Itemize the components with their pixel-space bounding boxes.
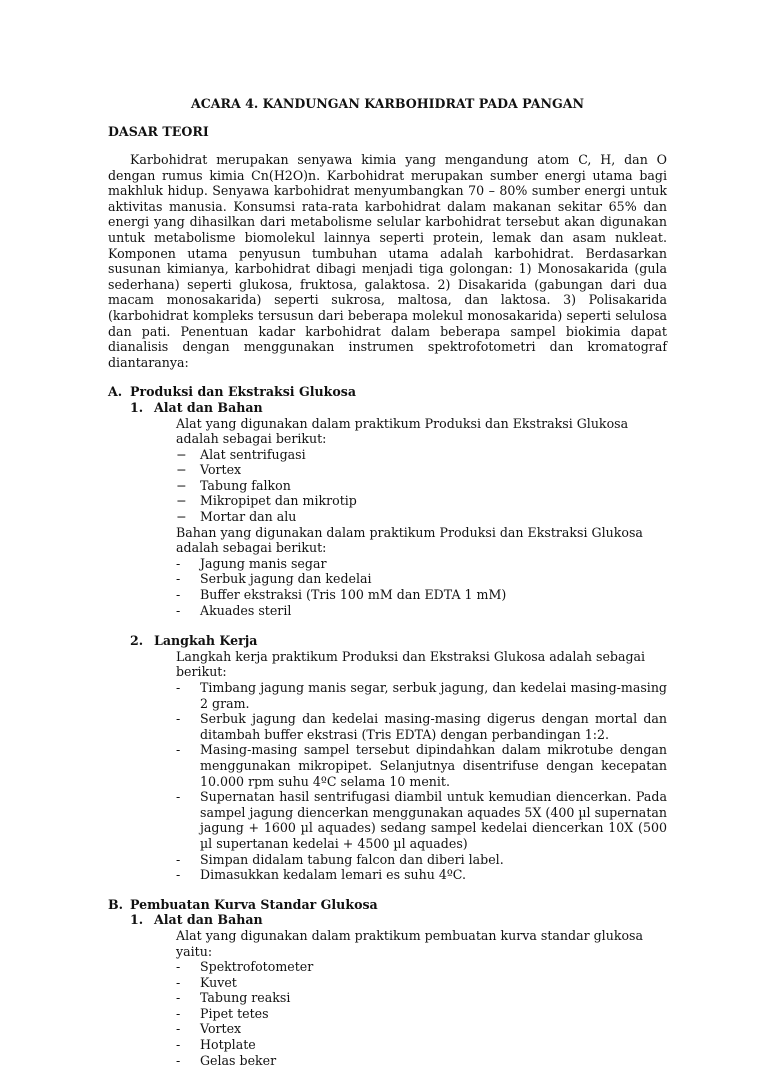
section-b-title-text: Pembuatan Kurva Standar Glukosa	[130, 896, 378, 912]
list-item-text: Mikropipet dan mikrotip	[200, 493, 357, 509]
section-b-sub1	[130, 912, 667, 1068]
section-b	[108, 897, 667, 1068]
list-item-text: Akuades steril	[200, 602, 292, 618]
bullet: −	[176, 493, 187, 509]
list-item	[176, 742, 667, 789]
list-item-text: Supernatan hasil sentrifugasi diambil untuk kemudian diencerkan. Pada sampel jagung diencerkan menggunakan aquades 5X (400 µl supernatan jagung + 1600 µl aquades) sedang sampel kedelai diencerkan 10X (500 µl supertanan kedelai + 4500 µl aquades)	[200, 789, 667, 851]
list-item	[176, 1006, 667, 1022]
list-item	[176, 1037, 667, 1053]
list-item-text: Buffer ekstraksi (Tris 100 mM dan EDTA 1 mM)	[200, 587, 507, 603]
bullet: -	[176, 1005, 181, 1021]
list-item-text: Vortex	[200, 462, 242, 478]
list-item-text: Spektrofotometer	[200, 959, 314, 975]
document-title: ACARA 4. KANDUNGAN KARBOHIDRAT PADA PANGAN	[190, 96, 585, 111]
list-item	[176, 493, 667, 509]
section-b-title	[108, 897, 667, 913]
bullet: -	[176, 680, 181, 695]
section-a-letter: A.	[108, 384, 123, 400]
list-item-text: Alat sentrifugasi	[200, 446, 306, 462]
list-item-text: Tabung falkon	[200, 477, 291, 493]
list-item	[176, 509, 667, 525]
section-heading: DASAR TEORI	[108, 124, 209, 139]
bullet: -	[176, 742, 181, 758]
section-a	[108, 384, 667, 882]
list-item	[176, 462, 667, 478]
bullet: −	[176, 462, 187, 478]
list-item-text: Hotplate	[200, 1037, 256, 1053]
bullet: -	[176, 1021, 181, 1037]
list-item	[176, 852, 667, 868]
list-item	[176, 478, 667, 494]
section-a-title-text: Produksi dan Ekstraksi Glukosa	[130, 384, 357, 400]
section-a-sub2	[130, 633, 667, 883]
list-item-text: Jagung manis segar	[200, 555, 327, 571]
bullet: -	[176, 571, 181, 587]
bahan-list	[176, 556, 667, 618]
bullet: -	[176, 587, 181, 603]
bullet: -	[176, 711, 181, 727]
bahan-intro: Bahan yang digunakan dalam praktikum Produksi dan Ekstraksi Glukosa adalah sebagai berikut:	[176, 524, 643, 556]
list-item-text: Dimasukkan kedalam lemari es suhu 4ºC.	[200, 867, 466, 883]
bullet: -	[176, 1052, 181, 1068]
section-a-sub2-title	[130, 633, 667, 649]
bullet: -	[176, 959, 181, 975]
list-item-text: Gelas beker	[200, 1052, 277, 1068]
list-item-text: Serbuk jagung dan kedelai masing-masing digerus dengan mortal dan ditambah buffer ekstrasi (Tris EDTA) dengan perbandingan 1:2.	[200, 711, 667, 742]
list-item-text: Pipet tetes	[200, 1005, 269, 1021]
alat-intro-b: Alat yang digunakan dalam praktikum pembuatan kurva standar glukosa yaitu:	[176, 927, 644, 959]
list-item-text: Vortex	[200, 1021, 242, 1037]
bullet: −	[176, 509, 187, 525]
langkah-intro: Langkah kerja praktikum Produksi dan Ekstraksi Glukosa adalah sebagai berikut:	[176, 648, 646, 680]
sub-number: 1.	[130, 399, 144, 415]
bullet: -	[176, 867, 181, 883]
list-item	[176, 867, 667, 883]
bullet: -	[176, 555, 181, 571]
list-item	[176, 711, 667, 742]
list-item-text: Mortar dan alu	[200, 509, 297, 525]
list-item	[176, 587, 667, 603]
intro-paragraph: Karbohidrat merupakan senyawa kimia yang mengandung atom C, H, dan O dengan rumus kimia Cn(H2O)n. Karbohidrat merupakan sumber energi utama bagi makhluk hidup. Senyawa karbohidrat menyumbangkan 70 – 80% sumber energi untuk aktivitas manusia. Konsumsi rata-rata karbohidrat dalam makanan sekitar 65% dan energi yang dihasilkan dari metabolisme selular karbohidrat tersebut akan digunakan untuk metabolisme biomolekul lainnya seperti protein, lemak dan asam nukleat. Komponen utama penyusun tumbuhan utama adalah karbohidrat. Berdasarkan susunan kimianya, karbohidrat dibagi menjadi tiga golongan: 1) Monosakarida (gula sederhana) seperti glukosa, fruktosa, galaktosa. 2) Disakarida (gabungan dari dua macam monosakarida) seperti sukrosa, maltosa, dan laktosa. 3) Polisakarida (karbohidrat kompleks tersusun dari beberapa molekul monosakarida) seperti selulosa dan pati. Penentuan kadar karbohidrat dalam beberapa sampel biokimia dapat dianalisis dengan menggunakan instrumen spektrofotometri dan kromatograf diantaranya:	[108, 152, 667, 370]
list-item	[176, 975, 667, 991]
bullet: -	[176, 602, 181, 618]
sub-title-text: Alat dan Bahan	[154, 912, 263, 928]
steps-list	[176, 680, 667, 883]
section-a-sub1	[130, 400, 667, 618]
list-item-text: Simpan didalam tabung falcon dan diberi label.	[200, 851, 504, 867]
alat-list	[176, 447, 667, 525]
list-item-text: Kuvet	[200, 974, 237, 990]
list-item	[176, 680, 667, 711]
list-item	[176, 990, 667, 1006]
bullet: -	[176, 851, 181, 867]
sub-title-text: Langkah Kerja	[154, 633, 258, 649]
section-b-sub1-title	[130, 912, 667, 928]
alat-intro: Alat yang digunakan dalam praktikum Produksi dan Ekstraksi Glukosa adalah sebagai berikut:	[176, 415, 629, 447]
section-a-sub1-title	[130, 400, 667, 416]
bullet: -	[176, 990, 181, 1006]
sub-number: 1.	[130, 912, 144, 928]
list-item-text: Tabung reaksi	[200, 990, 291, 1006]
list-item	[176, 789, 667, 851]
list-item	[176, 556, 667, 572]
list-item	[176, 959, 667, 975]
bullet: −	[176, 477, 187, 493]
section-a-title	[108, 384, 667, 400]
list-item	[176, 1053, 667, 1068]
list-item	[176, 571, 667, 587]
sub-number: 2.	[130, 633, 144, 649]
bullet: -	[176, 1037, 181, 1053]
section-b-letter: B.	[108, 896, 124, 912]
list-item-text: Masing-masing sampel tersebut dipindahkan dalam mikrotube dengan menggunakan mikropipet. Selanjutnya disentrifuse dengan kecepatan 10.000 rpm suhu 4ºC selama 10 menit.	[200, 742, 667, 789]
list-item	[176, 447, 667, 463]
bullet: -	[176, 974, 181, 990]
bullet: −	[176, 446, 187, 462]
alat-list-b	[176, 959, 667, 1068]
bullet: -	[176, 789, 181, 805]
list-item-text: Serbuk jagung dan kedelai	[200, 571, 372, 587]
sub-title-text: Alat dan Bahan	[154, 399, 263, 415]
list-item-text: Timbang jagung manis segar, serbuk jagung, dan kedelai masing-masing 2 gram.	[200, 680, 667, 711]
list-item	[176, 603, 667, 619]
